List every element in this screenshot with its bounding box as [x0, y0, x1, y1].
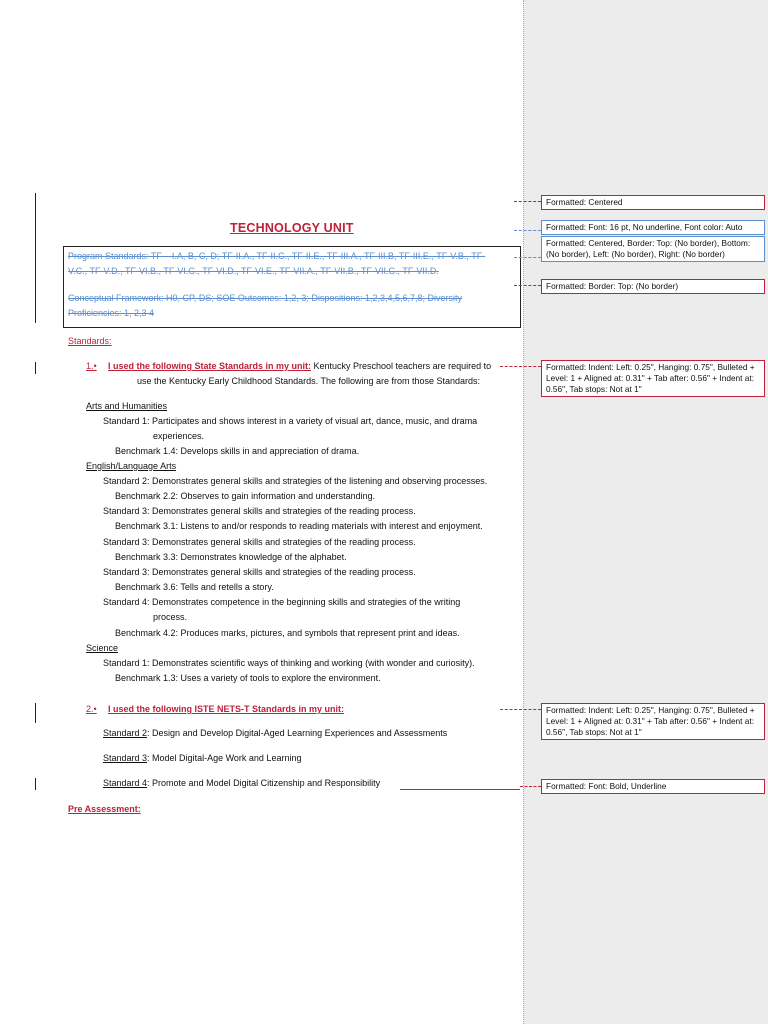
iste-text: : Design and Develop Digital-Aged Learning Experiences and Assessments: [147, 728, 448, 738]
ela-line: Benchmark 3.6: Tells and retells a story.: [115, 582, 274, 592]
comment-balloon-centered[interactable]: Formatted: Centered: [541, 195, 765, 210]
comment-leader: [514, 285, 541, 286]
document-title: TECHNOLOGY UNIT: [230, 221, 354, 235]
comment-balloon-border-top[interactable]: Formatted: Border: Top: (No border): [541, 279, 765, 294]
list-item-1-line-2: use the Kentucky Early Childhood Standards. The following are from those Standards:: [137, 376, 481, 386]
comment-balloon-borders[interactable]: Formatted: Centered, Border: Top: (No border), Bottom: (No border), Left: (No border), Right: (No border): [541, 236, 765, 262]
ela-line: Standard 4: Demonstrates competence in the beginning skills and strategies of the writing: [103, 597, 461, 607]
deleted-program-standards-line-1: Program Standards: TF – I.A, B, C, D; TF-II.A., TF-II.C., TF-II.E., TF-III.A., TF-III.B, TF-III.E., TF-V.B., TF-: [68, 251, 486, 261]
iste-standard-4: [103, 778, 380, 789]
science-benchmark: Benchmark 1.3: Uses a variety of tools to explore the environment.: [115, 673, 381, 683]
deleted-framework-line-2: Proficiencies: 1, 2,3 4: [68, 308, 155, 318]
iste-text: : Model Digital-Age Work and Learning: [147, 753, 302, 763]
ela-line: Standard 3: Demonstrates general skills and strategies of the reading process.: [103, 567, 416, 577]
comment-anchor-line: [400, 789, 520, 790]
arts-standard-1-cont: experiences.: [153, 431, 205, 441]
list-item-1-line-1: [108, 361, 491, 372]
list-number-1: 1.•: [86, 361, 97, 371]
standards-heading: Standards:: [68, 336, 112, 346]
iste-text: : Promote and Model Digital Citizenship and Responsibility: [147, 778, 381, 788]
comment-leader: [520, 786, 541, 787]
deleted-program-standards-line-2: V.C., TF-V.D., TF-VI.B., TF-VI.C., TF-VI.D., TF-VI.E., TF-VII.A., TF-VII.B., TF-VII.C., TF-VII.D.: [68, 266, 439, 276]
iste-standard-3: [103, 753, 301, 764]
comment-balloon-font[interactable]: Formatted: Font: 16 pt, No underline, Font color: Auto: [541, 220, 765, 235]
ela-line: Benchmark 3.3: Demonstrates knowledge of the alphabet.: [115, 552, 347, 562]
deleted-framework-line-1: Conceptual Framework: H0, CP, DS; SOE Outcomes: 1,2, 3; Dispositions: 1,2,3,4,5,6,7,8; Diversity: [68, 293, 463, 303]
comment-leader: [500, 366, 541, 367]
iste-label: Standard 3: [103, 753, 148, 763]
comment-balloon-indent-2[interactable]: Formatted: Indent: Left: 0.25", Hanging: 0.75", Bulleted + Level: 1 + Aligned at: 0.31" + Tab after: 0.56" + Indent at: 0.56", Tab stops: Not at 1": [541, 703, 765, 740]
arts-benchmark: Benchmark 1.4: Develops skills in and appreciation of drama.: [115, 446, 360, 456]
ela-line: Standard 3: Demonstrates general skills and strategies of the reading process.: [103, 506, 416, 516]
ela-heading: English/Language Arts: [86, 461, 177, 471]
ela-line: Standard 2: Demonstrates general skills and strategies of the listening and observing processes.: [103, 476, 488, 486]
arts-standard-1: Standard 1: Participates and shows interest in a variety of visual art, dance, music, and drama: [103, 416, 478, 426]
pre-assessment-heading: Pre Assessment:: [68, 804, 141, 814]
list-number-2: 2.•: [86, 704, 97, 714]
ela-line: Benchmark 4.2: Produces marks, pictures, and symbols that represent print and ideas.: [115, 628, 460, 638]
ela-line: Standard 3: Demonstrates general skills and strategies of the reading process.: [103, 537, 416, 547]
comment-margin-pane: [523, 0, 768, 1024]
iste-standard-2: [103, 728, 447, 739]
comment-balloon-bold-underline[interactable]: Formatted: Font: Bold, Underline: [541, 779, 765, 794]
change-bar: [35, 703, 36, 723]
iste-label: Standard 4: [103, 778, 148, 788]
science-heading: Science: [86, 643, 119, 653]
comment-balloon-indent-1[interactable]: Formatted: Indent: Left: 0.25", Hanging: 0.75", Bulleted + Level: 1 + Aligned at: 0.31" + Tab after: 0.56" + Indent at: 0.56", Tab stops: Not at 1": [541, 360, 765, 397]
change-bar: [35, 778, 36, 790]
comment-leader: [514, 201, 541, 202]
comment-leader: [500, 709, 541, 710]
item1-text: Kentucky Preschool teachers are required to: [311, 361, 492, 371]
science-standard-1: Standard 1: Demonstrates scientific ways of thinking and working (with wonder and curiosity).: [103, 658, 475, 668]
ela-line: process.: [153, 612, 188, 622]
ela-line: Benchmark 3.1: Listens to and/or responds to reading materials with interest and enjoyment.: [115, 521, 483, 531]
change-bar: [35, 362, 36, 374]
iste-label: Standard 2: [103, 728, 148, 738]
change-bar: [35, 193, 36, 323]
item1-lead: I used the following State Standards in my unit:: [108, 361, 312, 371]
list-item-2-lead: I used the following ISTE NETS-T Standards in my unit:: [108, 704, 345, 714]
comment-leader: [514, 257, 541, 258]
ela-line: Benchmark 2.2: Observes to gain information and understanding.: [115, 491, 376, 501]
comment-leader: [514, 230, 541, 231]
arts-heading: Arts and Humanities: [86, 401, 168, 411]
